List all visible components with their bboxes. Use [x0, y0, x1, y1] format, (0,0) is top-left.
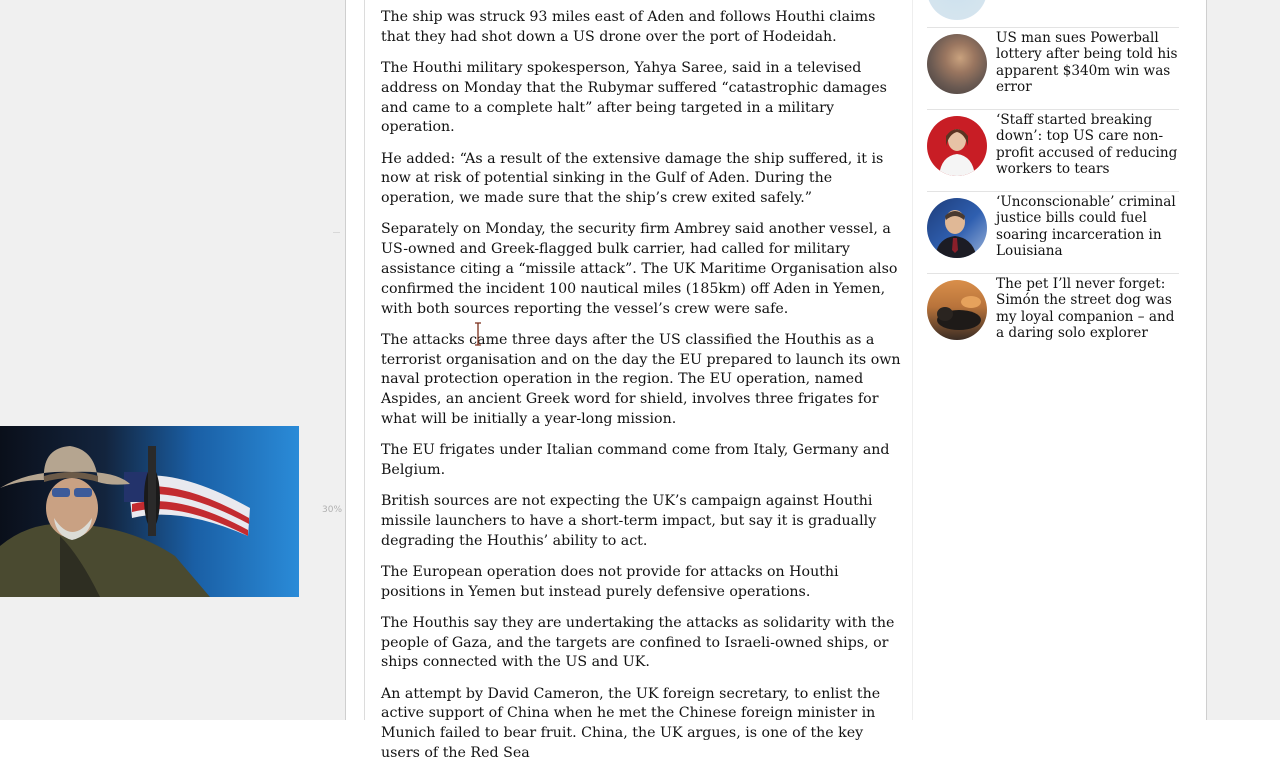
article-paragraph: The European operation does not provide for attacks on Houthi positions in Yemen but instead purely defensive operations. — [381, 563, 839, 600]
article-paragraph: The EU frigates under Italian command come from Italy, Germany and Belgium. — [381, 442, 890, 478]
article-paragraph: Separately on Monday, the security firm Ambrey said another vessel, a US-owned and Greek-flagged bulk carrier, had called for military assistance citing a “missile attack”. The UK Maritime Organisation also confirmed the incident 100 nautical miles (185km) off Aden in Yemen, with both sources reporting the vessel’s crew were safe. — [381, 221, 898, 317]
text-cursor-icon — [474, 322, 482, 346]
column-rule-right — [912, 0, 913, 720]
article-paragraph: He added: “As a result of the extensive damage the ship suffered, it is now at risk of potential sinking in the Gulf of Aden. During the operation, we made sure that the ship’s crew exited safely.” — [381, 150, 884, 207]
webcam-person-image — [0, 426, 299, 597]
article-paragraph: The Houthis say they are undertaking the attacks as solidarity with the people of Gaza, and the targets are confined to Israeli-owned ships, or ships connected with the US and UK. — [381, 614, 895, 671]
sidebar-item-louisiana[interactable] — [927, 191, 1179, 273]
webcam-overlay — [0, 426, 299, 597]
article-paragraph: The attacks came three days after the US classified the Houthis as a terrorist organisation and on the day the EU prepared to launch its own naval protection operation in the region. The EU operation, named Aspides, an ancient Greek word for shield, involves three frigates for what will be initially a year-long mission. — [381, 331, 901, 427]
sidebar-item-powerball[interactable] — [927, 27, 1179, 109]
story-thumbnail — [927, 0, 987, 20]
sidebar-item-care-nonprofit[interactable] — [927, 109, 1179, 191]
article-paragraph: British sources are not expecting the UK’s campaign against Houthi missile launchers to have a short-term impact, but say it is gradually degrading the Houthis’ ability to act. — [381, 493, 877, 549]
person-portrait-icon — [927, 116, 987, 176]
article-paragraph: The Houthi military spokesperson, Yahya Saree, said in a televised address on Monday that the Rubymar suffered “catastrophic damages and came to a complete halt” after being targeted in a military operation. — [381, 59, 887, 136]
zoom-label: 30% — [322, 505, 343, 515]
story-headline[interactable]: ‘Staff started breaking down’: top US care non-profit accused of reducing workers to tears — [996, 112, 1178, 178]
right-gutter — [1207, 0, 1280, 720]
person-portrait-icon — [927, 198, 987, 258]
left-gutter — [0, 0, 345, 720]
sidebar-item-partial[interactable] — [927, 0, 1179, 26]
story-thumbnail — [927, 34, 987, 94]
story-headline[interactable]: US man sues Powerball lottery after being told his apparent $340m win was error — [996, 30, 1178, 96]
article-body — [381, 8, 906, 775]
flag-icon — [124, 472, 250, 536]
story-thumbnail — [927, 116, 987, 176]
story-headline[interactable]: ‘Unconscionable’ criminal justice bills could fuel soaring incarceration in Louisiana — [996, 194, 1176, 260]
dog-photo-icon — [927, 280, 987, 340]
article-paragraph: The ship was struck 93 miles east of Aden and follows Houthi claims that they had shot down a US drone over the port of Hodeidah. — [381, 9, 876, 45]
sidebar-item-pet[interactable] — [927, 273, 1179, 355]
story-thumbnail — [927, 280, 987, 340]
ruler-tick — [333, 232, 340, 233]
story-headline[interactable]: The pet I’ll never forget: Simón the street dog was my loyal companion – and a daring solo explorer — [996, 276, 1175, 342]
article-paragraph: An attempt by David Cameron, the UK foreign secretary, to enlist the active support of China when he met the Chinese foreign minister in Munich failed to bear fruit. China, the UK argues, is one of the key users of the Red Sea — [381, 685, 881, 762]
story-thumbnail — [927, 198, 987, 258]
column-rule — [364, 0, 365, 720]
